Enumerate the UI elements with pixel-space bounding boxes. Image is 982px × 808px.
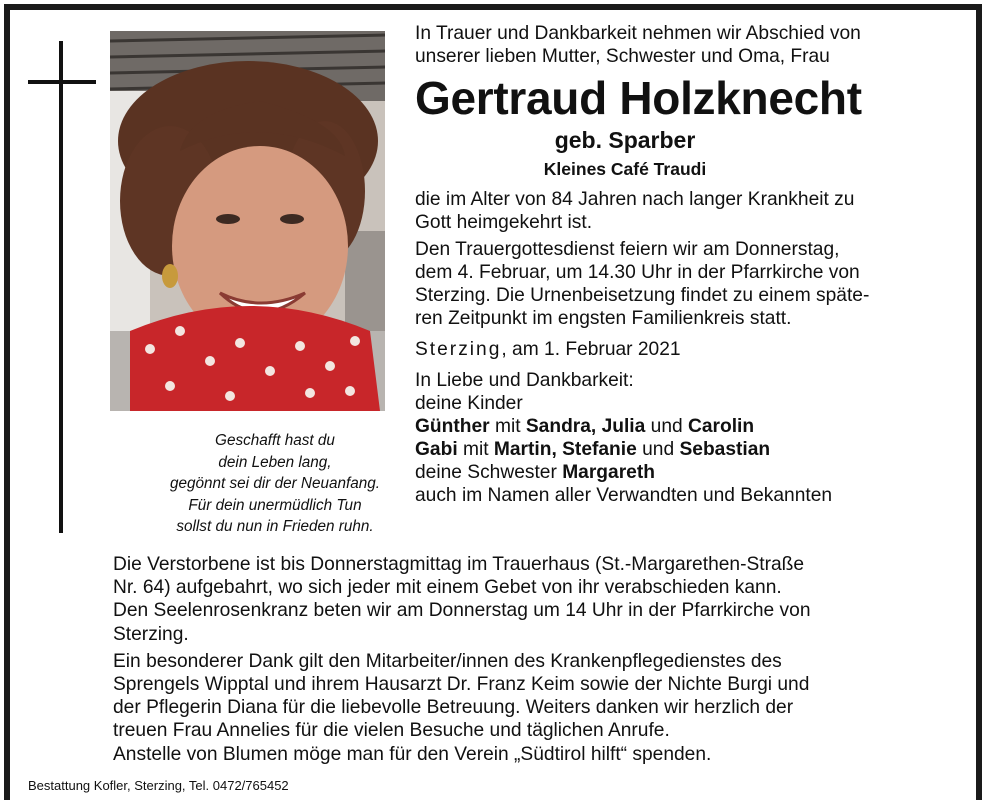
mourners-intro: In Liebe und Dankbarkeit: xyxy=(415,370,634,391)
notice-line: Nr. 64) aufgebahrt, wo sich jeder mit einem Gebet von ihr verabschieden kann. xyxy=(113,577,782,599)
sister-label: deine Schwester xyxy=(415,462,563,483)
notice-line: Anstelle von Blumen möge man für den Verein „Südtirol hilft“ spenden. xyxy=(113,743,712,765)
intro-text xyxy=(415,22,960,68)
notice-line: Sterzing. xyxy=(113,623,189,645)
connector-text: mit xyxy=(457,439,494,460)
notice-line: treuen Frau Annelies für die vielen Besuche und täglichen Anrufe. xyxy=(113,720,670,742)
intro-line: In Trauer und Dankbarkeit nehmen wir Abschied von xyxy=(415,23,861,44)
portrait-photo xyxy=(110,31,385,411)
additional-notices xyxy=(113,553,955,766)
intro-line: unserer lieben Mutter, Schwester und Oma, Frau xyxy=(415,46,830,67)
announcement-main xyxy=(415,22,960,507)
place-date xyxy=(415,338,960,361)
cross-vertical-bar xyxy=(59,41,63,533)
memorial-poem xyxy=(165,430,385,538)
maiden-name: geb. Sparber xyxy=(554,127,696,153)
notice-line: Ein besonderer Dank gilt den Mitarbeiter/innen des Krankenpflegedienstes des xyxy=(113,650,782,672)
poem-line: Für dein unermüdlich Tun xyxy=(188,496,362,514)
child-name: Günther xyxy=(415,416,490,437)
sister-name: Margareth xyxy=(562,462,655,483)
relatives-line: auch im Namen aller Verwandten und Bekannten xyxy=(415,485,833,506)
child-family-1 xyxy=(415,415,960,438)
service-line: dem 4. Februar, um 14.30 Uhr in der Pfarrkirche von xyxy=(415,262,860,283)
notice-line: Sprengels Wipptal und ihrem Hausarzt Dr. Franz Keim sowie der Nichte Burgi und xyxy=(113,674,810,696)
date: , am 1. Februar 2021 xyxy=(501,339,681,360)
service-line: Den Trauergottesdienst feiern wir am Donnerstag, xyxy=(415,239,840,260)
service-line: Sterzing. Die Urnenbeisetzung findet zu einem späte- xyxy=(415,285,870,306)
business-name: Kleines Café Traudi xyxy=(543,159,707,179)
connector-text: und xyxy=(636,439,680,460)
notice-line: Den Seelenrosenkranz beten wir am Donnerstag um 14 Uhr in der Pfarrkirche von xyxy=(113,600,811,622)
grandchild-name: Carolin xyxy=(688,416,755,437)
connector-text: mit xyxy=(489,416,526,437)
child-family-2 xyxy=(415,438,960,461)
mourners-list xyxy=(415,369,960,507)
children-label: deine Kinder xyxy=(415,393,523,414)
poem-line: gegönnt sei dir der Neuanfang. xyxy=(169,475,381,492)
service-notice xyxy=(415,238,960,330)
cross-horizontal-bar xyxy=(28,80,96,84)
poem-line: sollst du nun in Frieden ruhn. xyxy=(176,518,374,535)
death-line: die im Alter von 84 Jahren nach langer Krankheit zu xyxy=(415,189,855,210)
notice-line: der Pflegerin Diana für die liebevolle Betreuung. Weiters danken wir herzlich der xyxy=(113,697,794,719)
service-line: ren Zeitpunkt im engsten Familienkreis statt. xyxy=(415,308,792,329)
death-notice xyxy=(415,188,960,234)
child-name: Gabi xyxy=(415,439,458,460)
connector-text: und xyxy=(645,416,688,437)
poem-line: Geschafft hast du xyxy=(215,432,335,449)
grandchild-name: Sebastian xyxy=(679,439,771,460)
grandchildren-names: Sandra, Julia xyxy=(525,416,646,437)
notice-line: Die Verstorbene ist bis Donnerstagmittag im Trauerhaus (St.-Margarethen-Straße xyxy=(113,554,805,575)
funeral-home-credit: Bestattung Kofler, Sterzing, Tel. 0472/765452 xyxy=(28,778,289,793)
grandchildren-names: Martin, Stefanie xyxy=(493,439,637,460)
poem-line: dein Leben lang, xyxy=(218,453,332,471)
place: Sterzing xyxy=(415,339,502,360)
deceased-name: Gertraud Holzknecht xyxy=(415,72,862,124)
sister-line xyxy=(415,461,960,484)
death-line: Gott heimgekehrt ist. xyxy=(415,212,593,233)
